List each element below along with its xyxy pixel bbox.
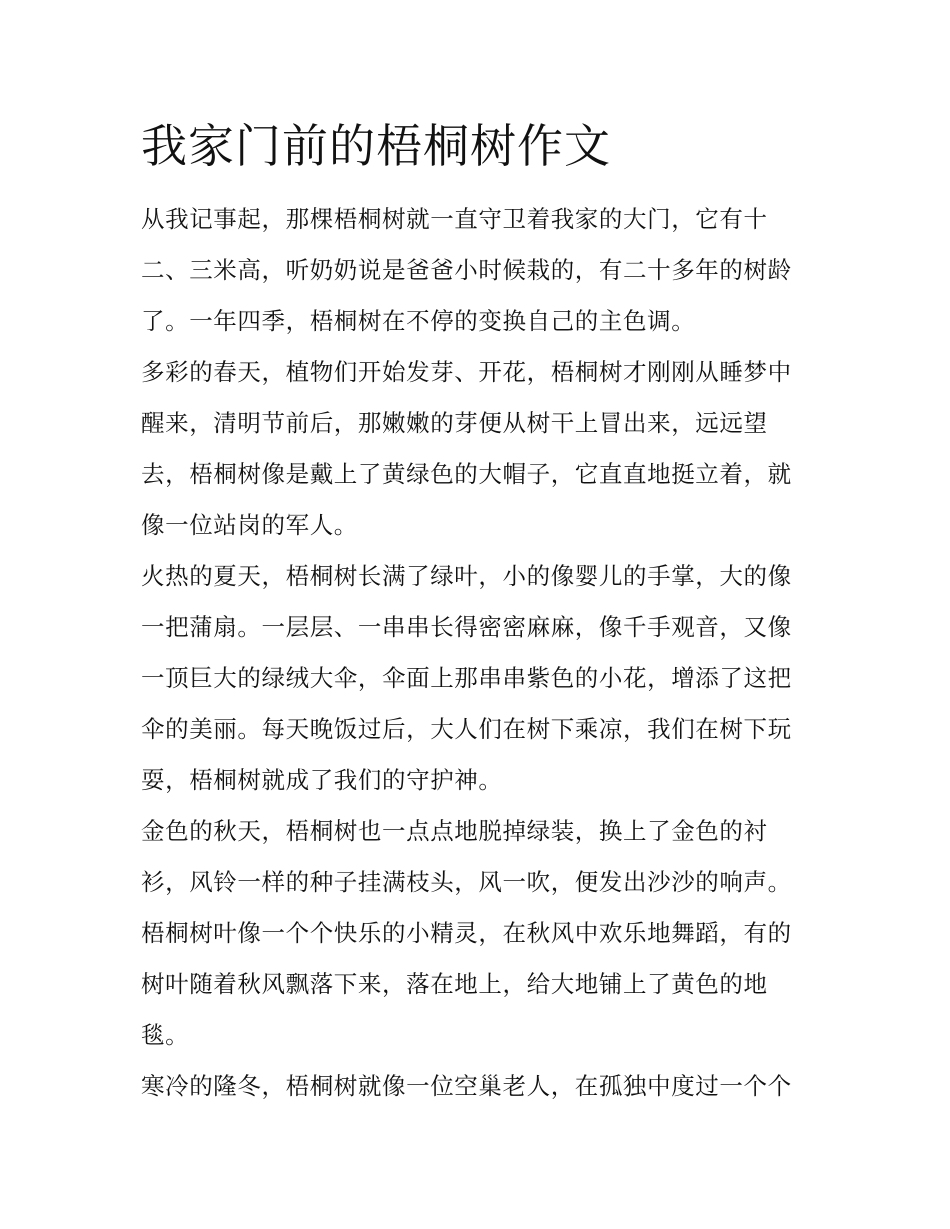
paragraph-intro xyxy=(141,194,816,347)
text-line: 耍，梧桐树就成了我们的守护神。 xyxy=(141,766,503,794)
text-line: 一顶巨大的绿绒大伞，伞面上那串串紫色的小花，增添了这把 xyxy=(141,664,792,692)
paragraph-autumn xyxy=(141,806,816,1061)
text-line: 衫，风铃一样的种子挂满枝头，风一吹，便发出沙沙的响声。 xyxy=(141,868,792,896)
text-line: 伞的美丽。每天晚饭过后，大人们在树下乘凉，我们在树下玩 xyxy=(141,715,792,743)
paragraph-summer xyxy=(141,551,816,806)
text-line: 金色的秋天，梧桐树也一点点地脱掉绿装，换上了金色的衬 xyxy=(141,817,768,845)
text-line: 火热的夏天，梧桐树长满了绿叶，小的像婴儿的手掌，大的像 xyxy=(141,562,792,590)
text-line: 二、三米高，听奶奶说是爸爸小时候栽的，有二十多年的树龄 xyxy=(141,256,792,284)
text-line: 了。一年四季，梧桐树在不停的变换自己的主色调。 xyxy=(141,307,696,335)
text-line: 梧桐树叶像一个个快乐的小精灵，在秋风中欢乐地舞蹈，有的 xyxy=(141,919,792,947)
text-line: 从我记事起，那棵梧桐树就一直守卫着我家的大门，它有十 xyxy=(141,205,768,233)
paragraph-winter xyxy=(141,1061,816,1112)
text-line: 去，梧桐树像是戴上了黄绿色的大帽子，它直直地挺立着，就 xyxy=(141,460,792,488)
text-line: 多彩的春天，植物们开始发芽、开花，梧桐树才刚刚从睡梦中 xyxy=(141,358,792,386)
paragraph-spring xyxy=(141,347,816,551)
text-line: 毯。 xyxy=(141,1021,190,1049)
text-line: 像一位站岗的军人。 xyxy=(141,511,358,539)
text-line: 寒冷的隆冬，梧桐树就像一位空巢老人，在孤独中度过一个个 xyxy=(141,1072,792,1100)
text-line: 醒来，清明节前后，那嫩嫩的芽便从树干上冒出来，远远望 xyxy=(141,409,768,437)
document-title: 我家门前的梧桐树作文 xyxy=(141,119,611,173)
text-line: 一把蒲扇。一层层、一串串长得密密麻麻，像千手观音，又像 xyxy=(141,613,792,641)
text-line: 树叶随着秋风飘落下来，落在地上，给大地铺上了黄色的地 xyxy=(141,970,768,998)
document-page xyxy=(141,116,816,1112)
